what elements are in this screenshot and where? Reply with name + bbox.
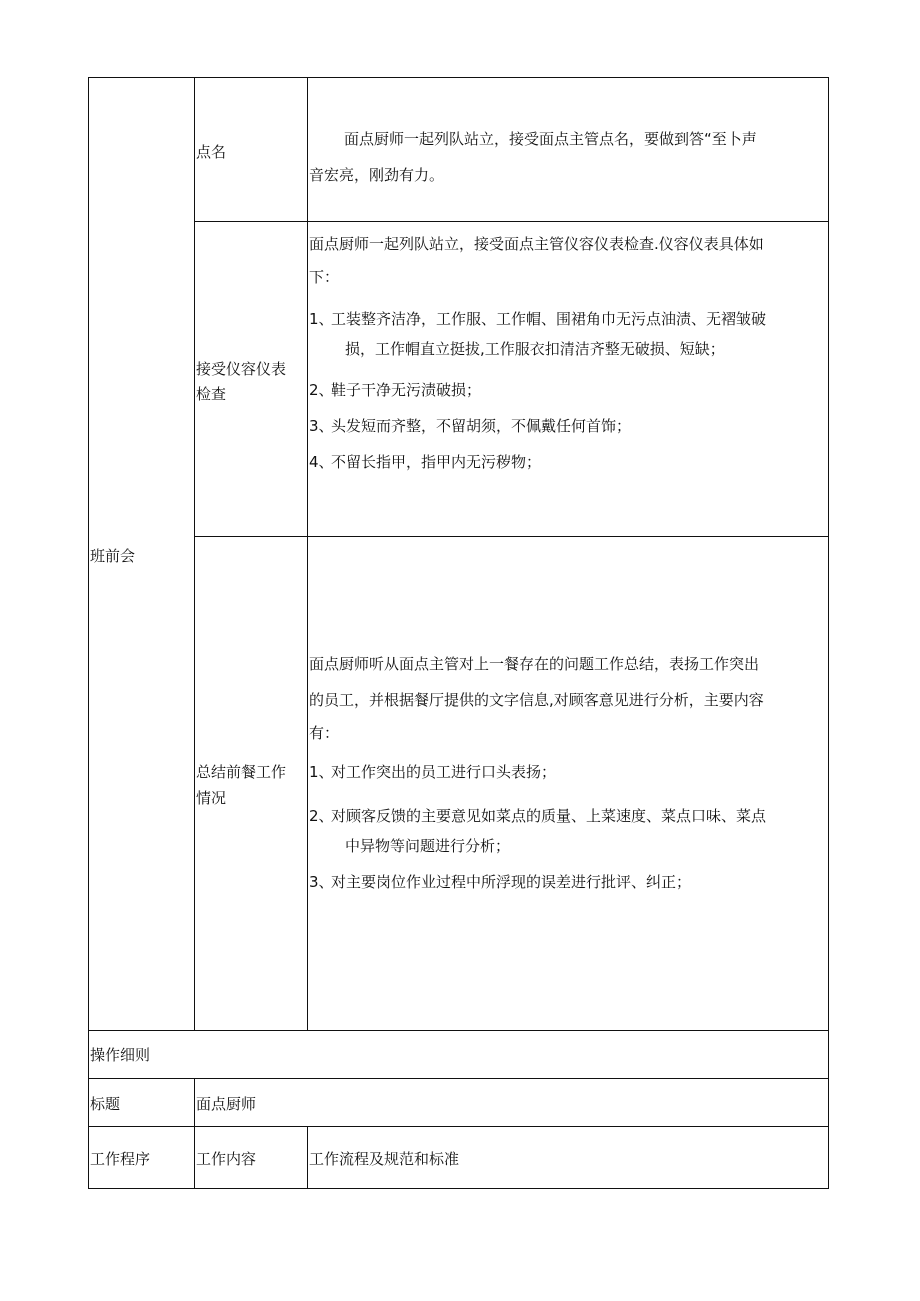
- summary-label-line2: 情况: [196, 789, 227, 807]
- item-number: 1、: [309, 310, 334, 328]
- row-divider-section-end: [88, 1030, 829, 1031]
- table-border-top: [88, 77, 829, 78]
- item-text: 对工作突出的员工进行口头表扬；: [331, 763, 557, 781]
- procedure-col1: 工作程序: [90, 1150, 151, 1168]
- row-divider-inspection: [194, 536, 829, 537]
- item-text: 鞋子干净无污渍破损；: [331, 381, 482, 399]
- item-text-cont: 中异物等问题进行分析；: [345, 837, 511, 855]
- item-text: 对主要岗位作业过程中所浮现的误差进行批评、纠正；: [331, 873, 692, 891]
- procedure-col2: 工作内容: [196, 1150, 257, 1168]
- item-number: 4、: [309, 453, 334, 471]
- inspection-intro-line1: 面点厨师一起列队站立，接受面点主管仪容仪表检查.仪容仪表具体如: [309, 235, 764, 253]
- summary-intro-line2: 的员工，并根据餐厅提供的文字信息,对顾客意见进行分析，主要内容: [309, 691, 764, 709]
- item-number: 3、: [309, 873, 334, 891]
- inspection-intro-line2: 下：: [309, 268, 340, 286]
- summary-intro-line1: 面点厨师听从面点主管对上一餐存在的问题工作总结，表扬工作突出: [309, 655, 760, 673]
- item-number: 2、: [309, 807, 334, 825]
- procedure-col3: 工作流程及规范和标准: [309, 1150, 460, 1168]
- rollcall-text-line1: 面点厨师一起列队站立，接受面点主管点名，要做到答“至卜声: [344, 130, 757, 148]
- title-row-value: 面点厨师: [196, 1095, 257, 1113]
- rollcall-text-line2: 音宏亮，刚劲有力。: [309, 166, 445, 184]
- inspection-label-line2: 检查: [196, 385, 227, 403]
- item-text-cont: 损，工作帽直立挺拔,工作服衣扣清洁齐整无破损、短缺；: [345, 340, 725, 358]
- inspection-label-line1: 接受仪容仪表: [196, 360, 287, 378]
- title-row-label: 标题: [90, 1095, 121, 1113]
- item-text: 对顾客反馈的主要意见如菜点的质量、上菜速度、菜点口味、菜点: [331, 807, 767, 825]
- item-number: 2、: [309, 381, 334, 399]
- row-divider-details: [88, 1078, 829, 1079]
- section-label: 班前会: [90, 547, 136, 565]
- item-number: 1、: [309, 763, 334, 781]
- table-border-left: [88, 77, 89, 1189]
- summary-label-line1: 总结前餐工作: [196, 763, 287, 781]
- item-text: 头发短而齐整，不留胡须，不佩戴任何首饰；: [331, 417, 632, 435]
- rollcall-label: 点名: [196, 143, 227, 161]
- row-divider-title: [88, 1126, 829, 1127]
- table-border-bottom: [88, 1188, 829, 1189]
- item-number: 3、: [309, 417, 334, 435]
- item-text: 不留长指甲，指甲内无污秽物；: [331, 453, 542, 471]
- details-header: 操作细则: [90, 1046, 151, 1064]
- table-border-right: [828, 77, 829, 1189]
- row-divider-rollcall: [194, 221, 829, 222]
- summary-intro-line3: 有：: [309, 724, 340, 742]
- item-text: 工装整齐洁净，工作服、工作帽、围裙角巾无污点油渍、无褶皱破: [331, 310, 767, 328]
